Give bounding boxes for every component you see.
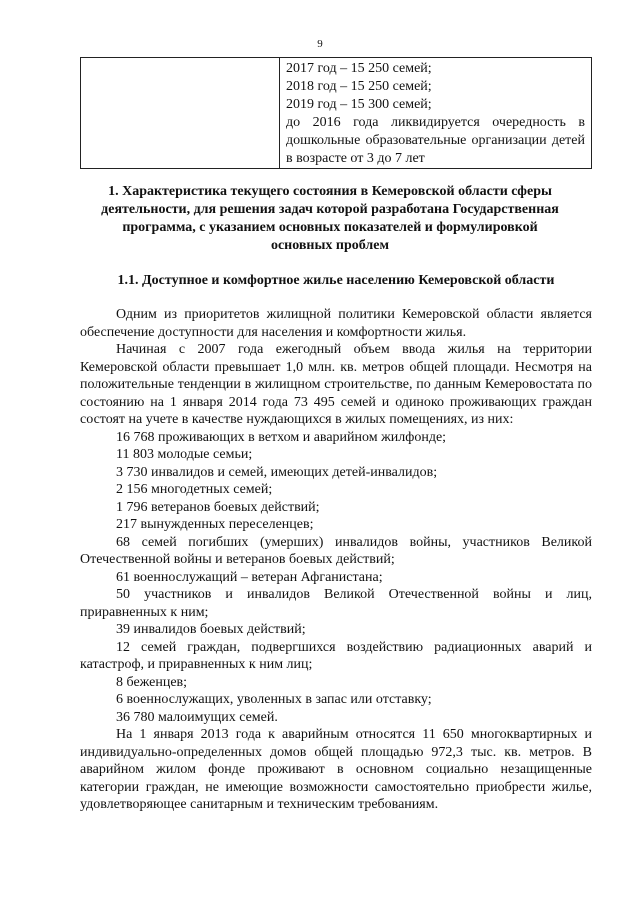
table-cell-empty: [81, 58, 280, 169]
table-line: 2017 год – 15 250 семей;: [286, 61, 432, 76]
list-item: 16 768 проживающих в ветхом и аварийном жилфонде;: [116, 429, 447, 445]
list-item: 6 военнослужащих, уволенных в запас или отставку;: [116, 692, 432, 707]
list-item: 3 730 инвалидов и семей, имеющих детей-инвалидов;: [116, 464, 438, 480]
continuation-table: [80, 57, 592, 169]
paragraph: Одним из приоритетов жилищной политики Кемеровской области является обеспечение доступности для населения и комфортности жилья.: [80, 307, 592, 340]
list-item: 2 156 многодетных семей;: [116, 482, 273, 497]
list-item: 12 семей граждан, подвергшихся воздействию радиационных аварий и катастроф, и приравненных к ним лиц;: [80, 639, 592, 672]
table-cell-targets: [280, 58, 592, 169]
page-number: 9: [317, 38, 323, 50]
paragraph: На 1 января 2013 года к аварийным относятся 11 650 многоквартирных и индивидуально-определенных домов общей площадью 972,3 тыс. кв. метров. В аварийном жилом фонде проживают в основном социально незащищенные категории граждан, не имеющие возможности самостоятельно приобрести жилье, удовлетворяющее санитарным и техническим требованиям.: [80, 727, 592, 812]
table-row: [81, 58, 592, 169]
list-item: 39 инвалидов боевых действий;: [116, 622, 306, 637]
table-line: до 2016 года ликвидируется очередность в дошкольные образовательные организации детей в возрасте от 3 до 7 лет: [286, 115, 585, 166]
body-text: [80, 306, 592, 814]
list-item: 217 вынужденных переселенцев;: [116, 517, 314, 532]
table-line: 2018 год – 15 250 семей;: [286, 79, 432, 94]
paragraph: Начиная с 2007 года ежегодный объем ввода жилья на территории Кемеровской области превышает 1,0 млн. кв. метров общей площади. Несмотря на положительные тенденции в жилищном строительстве, по данным Кемеровостата по состоянию на 1 января 2014 года 73 495 семей и одиноко проживающих граждан состоят на учете в качестве нуждающихся в жилых помещениях, из них:: [80, 342, 592, 427]
list-item: 61 военнослужащий – ветеран Афганистана;: [116, 569, 383, 585]
list-item: 11 803 молодые семьи;: [116, 447, 253, 462]
section-title: 1. Характеристика текущего состояния в Кемеровской области сферы деятельности, для решения задач которой разработана Государственная программа, с указанием основных показателей и формулировкой основных проблем: [101, 184, 559, 253]
table-line: 2019 год – 15 300 семей;: [286, 97, 432, 112]
subsection-title: 1.1. Доступное и комфортное жилье населению Кемеровской области: [117, 273, 555, 288]
list-item: 1 796 ветеранов боевых действий;: [116, 499, 320, 515]
list-item: 8 беженцев;: [116, 674, 188, 690]
list-item: 50 участников и инвалидов Великой Отечественной войны и лиц, приравненных к ним;: [80, 587, 592, 620]
list-item: 68 семей погибших (умерших) инвалидов войны, участников Великой Отечественной войны и ветеранов боевых действий;: [80, 534, 592, 567]
list-item: 36 780 малоимущих семей.: [116, 709, 278, 725]
